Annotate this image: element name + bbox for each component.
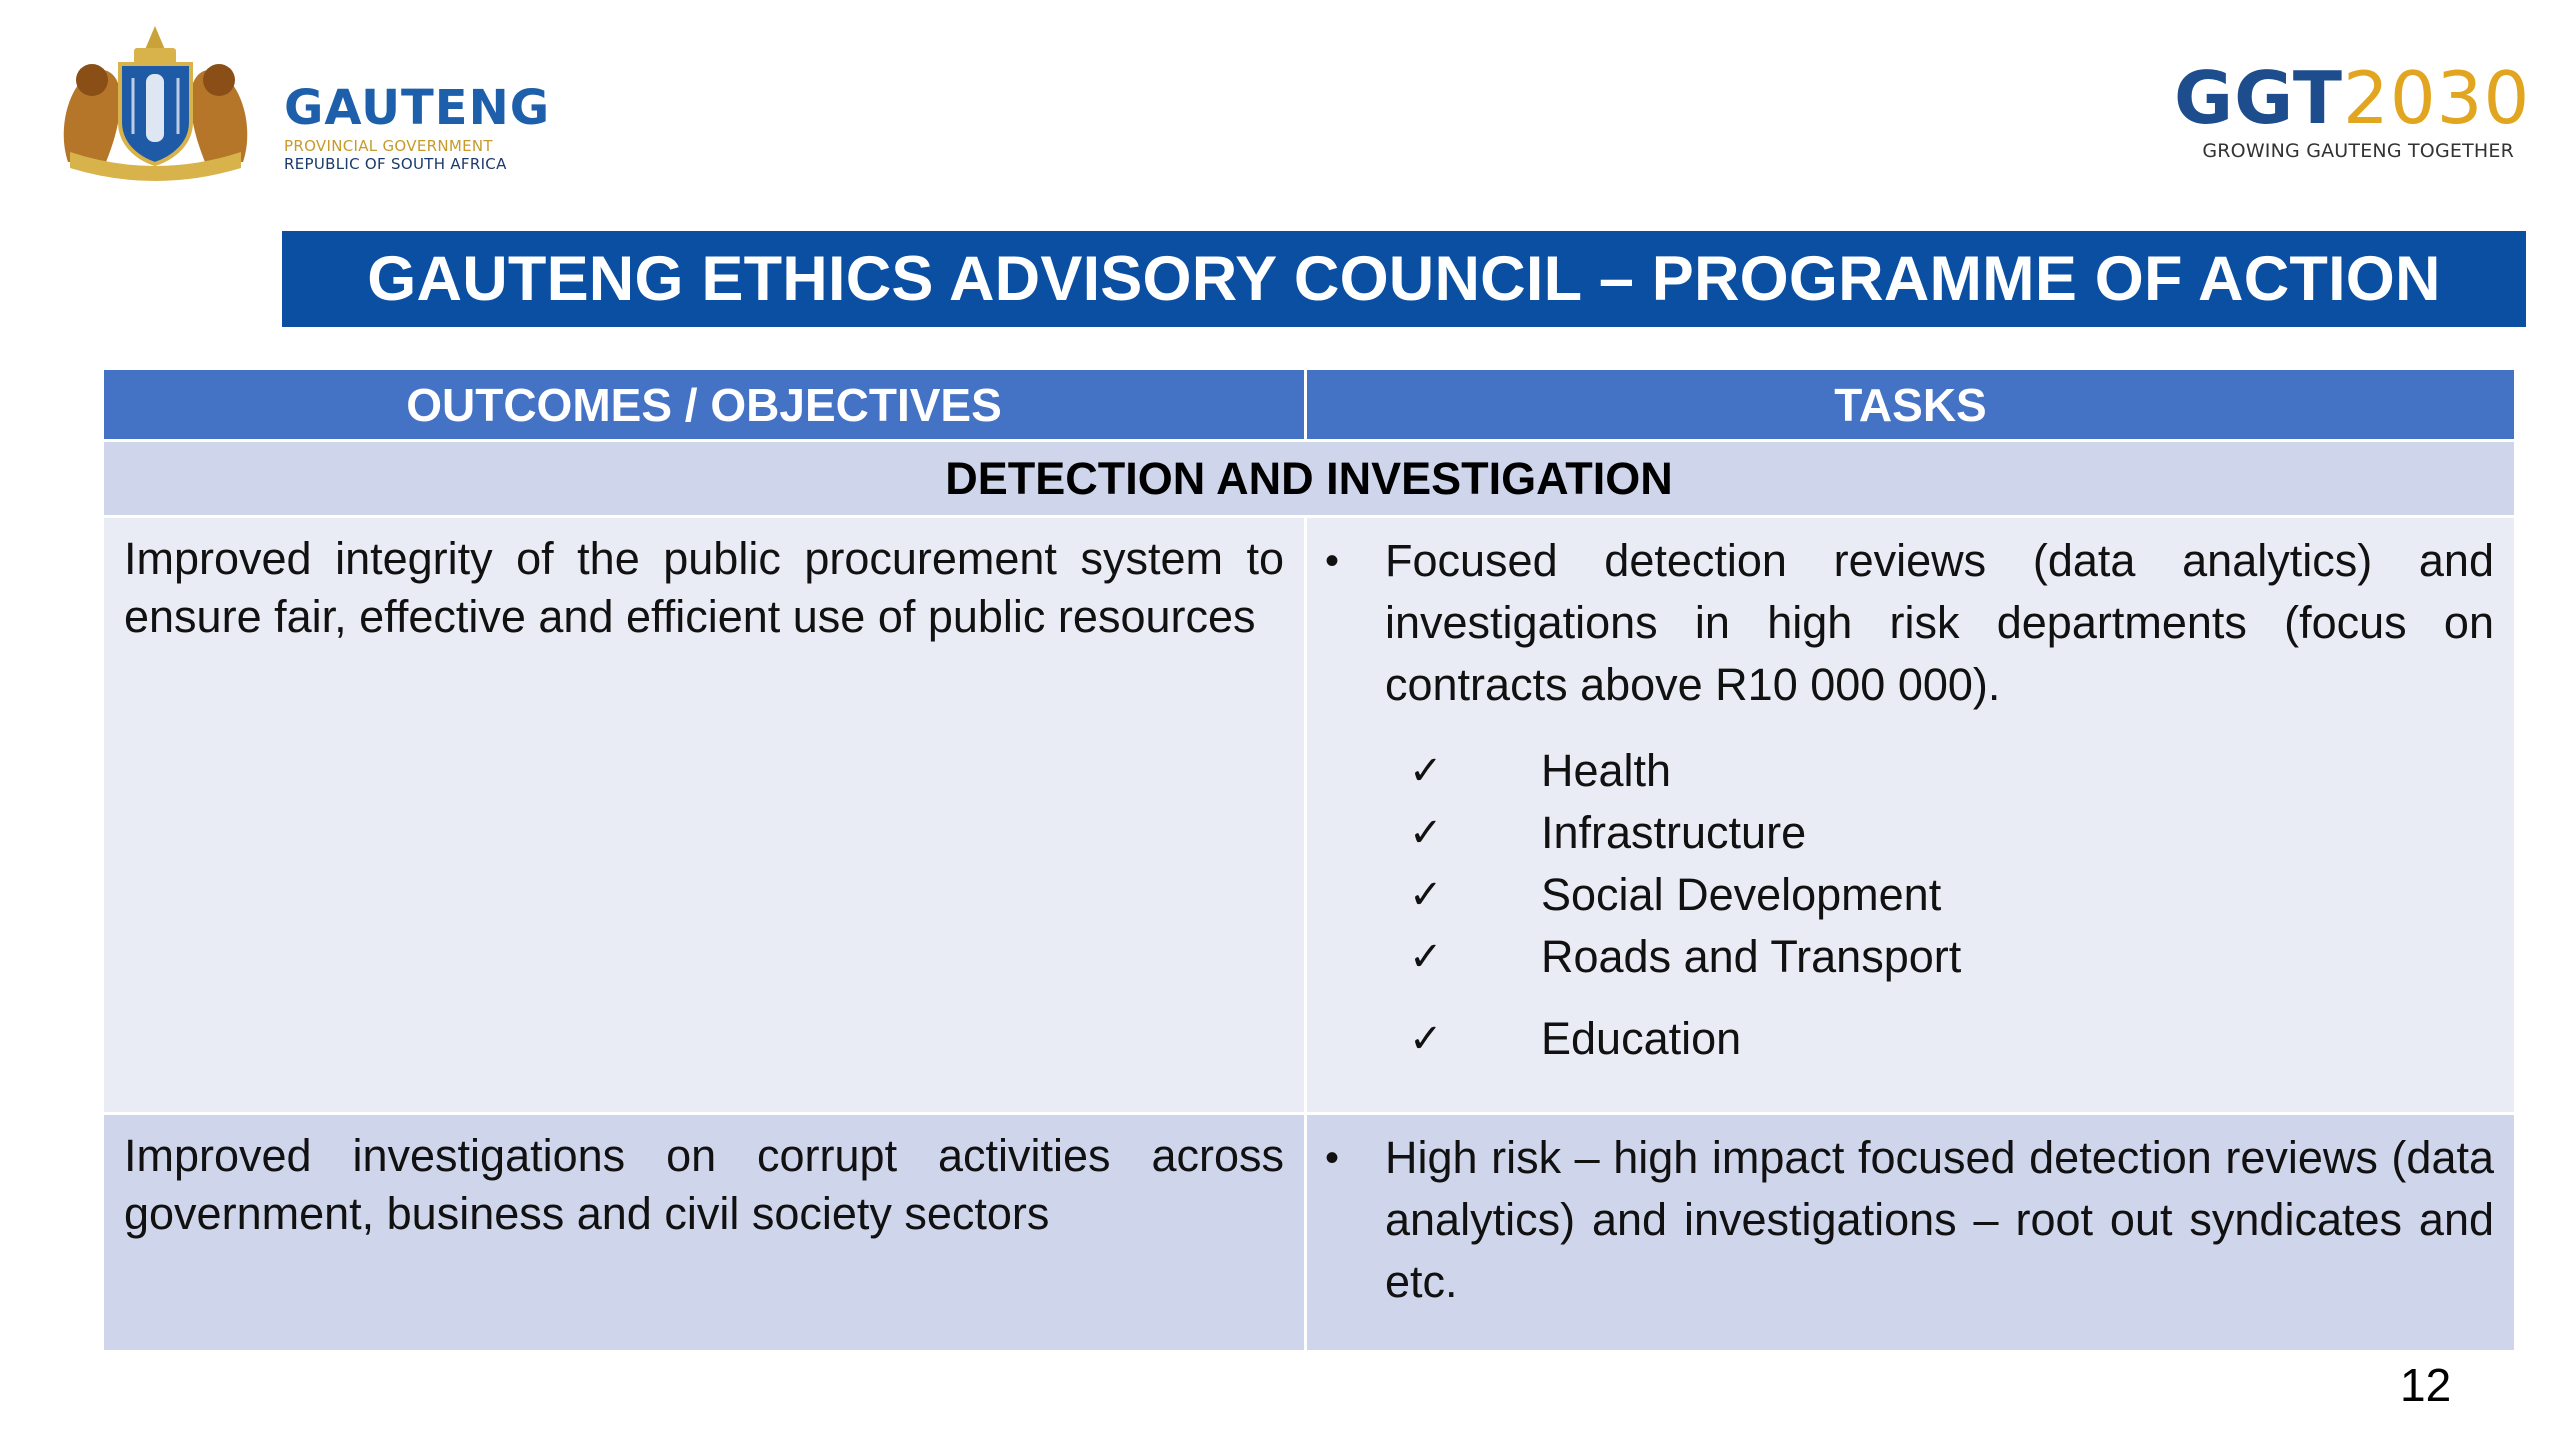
table-row xyxy=(104,1115,2514,1353)
coat-of-arms-icon xyxy=(48,22,263,182)
table-header-row xyxy=(104,370,2514,442)
header-outcomes: OUTCOMES / OBJECTIVES xyxy=(104,370,1307,439)
republic-text: REPUBLIC OF SOUTH AFRICA xyxy=(284,155,507,173)
checkmark-icon: ✓ xyxy=(1409,934,1443,980)
objective-text: Improved integrity of the public procurement system to ensure fair, effective and efficient use of public resources xyxy=(124,533,1284,642)
header-tasks: TASKS xyxy=(1834,378,1987,431)
list-item xyxy=(1409,802,2514,864)
page-number: 12 xyxy=(2400,1359,2452,1411)
department-label: Infrastructure xyxy=(1541,807,1807,858)
ggt-text: GGT xyxy=(2174,56,2344,140)
department-label: Roads and Transport xyxy=(1541,931,1962,982)
checkmark-icon: ✓ xyxy=(1409,810,1443,856)
list-item xyxy=(1409,926,2514,988)
department-label: Health xyxy=(1541,745,1672,796)
department-label: Social Development xyxy=(1541,869,1942,920)
list-item xyxy=(1409,1008,2514,1070)
task-text: High risk – high impact focused detection reviews (data analytics) and investigations – root out syndicates and etc. xyxy=(1385,1132,2494,1307)
ggt2030-logo xyxy=(2174,56,2531,172)
list-item xyxy=(1409,864,2514,926)
checkmark-icon: ✓ xyxy=(1409,748,1443,794)
page-title: GAUTENG ETHICS ADVISORY COUNCIL – PROGRAMME OF ACTION xyxy=(282,231,2526,327)
checkmark-icon: ✓ xyxy=(1409,872,1443,918)
section-heading: DETECTION AND INVESTIGATION xyxy=(104,442,2514,518)
year-2030-text: 2030 xyxy=(2343,56,2531,140)
bullet-icon: • xyxy=(1325,1136,1340,1180)
provincial-government-text: PROVINCIAL GOVERNMENT xyxy=(284,137,493,155)
department-checklist xyxy=(1409,740,2514,1070)
table-row xyxy=(104,518,2514,1115)
ggt2030-wordmark xyxy=(2174,56,2531,140)
task-text: Focused detection reviews (data analytics) and investigations in high risk departments (focus on contracts above R10 000 000). xyxy=(1385,535,2494,710)
gauteng-logo xyxy=(48,22,608,182)
bullet-icon: • xyxy=(1325,539,1340,583)
programme-table xyxy=(104,370,2514,1353)
objective-text: Improved investigations on corrupt activities across government, business and civil society sectors xyxy=(124,1130,1284,1239)
department-label: Education xyxy=(1541,1013,1742,1064)
list-item xyxy=(1409,740,2514,802)
gauteng-wordmark: GAUTENG xyxy=(284,80,551,136)
ggt-tagline: GROWING GAUTENG TOGETHER xyxy=(2202,140,2514,162)
checkmark-icon: ✓ xyxy=(1409,1016,1443,1062)
